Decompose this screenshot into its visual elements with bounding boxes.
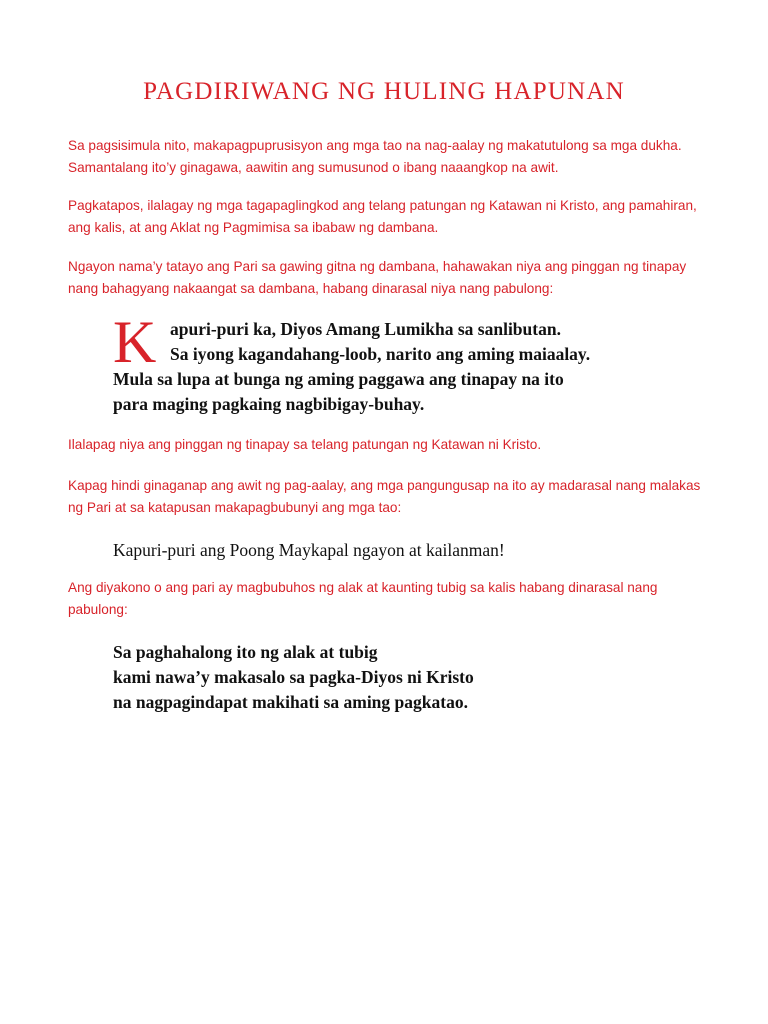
people-response: Kapuri-puri ang Poong Maykapal ngayon at kailanman! xyxy=(113,540,505,560)
prayer-line: Sa paghahalong ito ng alak at tubig xyxy=(113,642,378,662)
prayer-line: apuri-puri ka, Diyos Amang Lumikha sa sanlibutan. xyxy=(170,319,561,339)
prayer-line: para maging pagkaing nagbibigay-buhay. xyxy=(113,394,425,414)
prayer-line: na nagpagindapat makihati sa aming pagkatao. xyxy=(113,692,468,712)
drop-cap-letter: K xyxy=(113,309,157,375)
rubric-paragraph-1: Sa pagsisimula nito, makapagpuprusisyon ang mga tao na nag-aalay ng makatutulong sa mga dukha. Samantalang ito’y ginagawa, aawitin ang sumusunod o ibang naaangkop na awit. xyxy=(68,138,682,175)
prayer-block-1 xyxy=(113,317,713,417)
page-title: PAGDIRIWANG NG HULING HAPUNAN xyxy=(143,78,625,105)
prayer-line: kami nawa’y makasalo sa pagka-Diyos ni Kristo xyxy=(113,667,474,687)
rubric-paragraph-4: Ilalapag niya ang pinggan ng tinapay sa telang patungan ng Katawan ni Kristo. xyxy=(68,437,542,452)
rubric-paragraph-3: Ngayon nama’y tatayo ang Pari sa gawing gitna ng dambana, hahawakan niya ang pinggan ng tinapay nang bahagyang nakaangat sa dambana, habang dinarasal niya nang pabulong: xyxy=(68,259,687,296)
rubric-paragraph-5: Kapag hindi ginaganap ang awit ng pag-aalay, ang mga pangungusap na ito ay madarasal nang malakas ng Pari at sa katapusan makapagbubunyi ang mga tao: xyxy=(68,478,701,515)
prayer-block-2 xyxy=(113,640,713,715)
prayer-line: Mula sa lupa at bunga ng aming paggawa ang tinapay na ito xyxy=(113,369,564,389)
rubric-paragraph-6: Ang diyakono o ang pari ay magbubuhos ng alak at kaunting tubig sa kalis habang dinarasal nang pabulong: xyxy=(68,580,658,617)
rubric-paragraph-2: Pagkatapos, ilalagay ng mga tagapaglingkod ang telang patungan ng Katawan ni Kristo, ang pamahiran, ang kalis, at ang Aklat ng Pagmimisa sa ibabaw ng dambana. xyxy=(68,198,697,235)
prayer-line: Sa iyong kagandahang-loob, narito ang aming maiaalay. xyxy=(170,344,591,364)
